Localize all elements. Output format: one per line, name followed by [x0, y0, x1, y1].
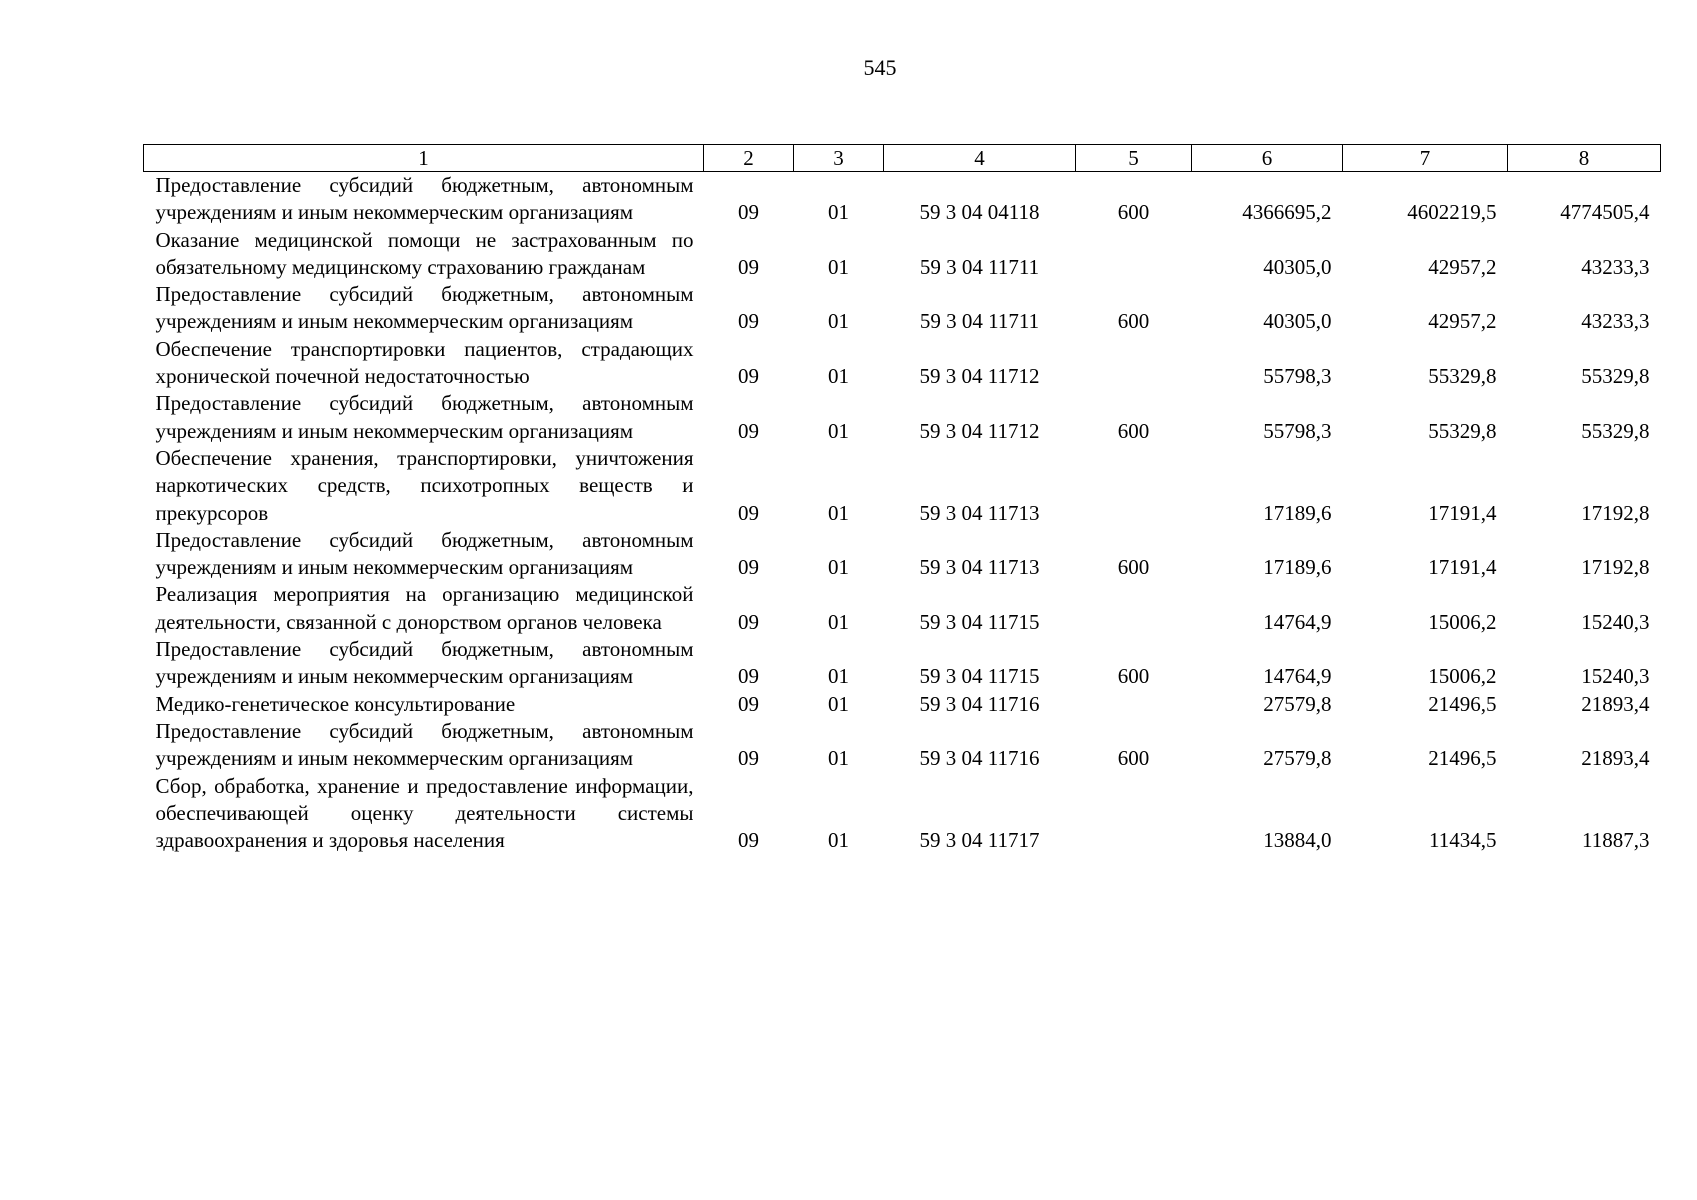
table-row [144, 718, 1661, 773]
table-row [144, 527, 1661, 582]
amount-col-7: 11434,5 [1429, 828, 1497, 853]
row-description: Предоставление субсидий бюджетным, автономным учреждениям и иным некоммерческим организациям [155, 637, 694, 689]
subsection-code: 01 [828, 746, 849, 771]
row-description: Предоставление субсидий бюджетным, автономным учреждениям и иным некоммерческим организациям [155, 173, 694, 225]
table-row [144, 227, 1661, 282]
amount-col-7: 55329,8 [1428, 364, 1497, 389]
column-header-5: 5 [1076, 145, 1192, 172]
section-code: 09 [738, 555, 759, 580]
amount-col-8: 4774505,4 [1560, 200, 1650, 225]
budget-table [143, 144, 1661, 854]
table-row [144, 636, 1661, 691]
subsection-code: 01 [828, 609, 849, 634]
expense-type-code: 600 [1117, 200, 1150, 225]
amount-col-6: 40305,0 [1263, 309, 1332, 334]
amount-col-6: 55798,3 [1263, 418, 1332, 443]
column-header-7: 7 [1343, 145, 1508, 172]
expense-type-code: 600 [1117, 746, 1150, 771]
amount-col-8: 21893,4 [1581, 691, 1650, 716]
subsection-code: 01 [828, 200, 849, 225]
amount-col-6: 27579,8 [1263, 746, 1332, 771]
target-article-code: 59 3 04 11716 [919, 691, 1040, 716]
table-row [144, 281, 1661, 336]
row-description: Реализация мероприятия на организацию медицинской деятельности, связанной с донорством органов человека [155, 582, 694, 634]
subsection-code: 01 [828, 664, 849, 689]
amount-col-7: 21496,5 [1428, 746, 1497, 771]
section-code: 09 [738, 364, 759, 389]
amount-col-7: 15006,2 [1428, 609, 1497, 634]
amount-col-7: 42957,2 [1428, 254, 1497, 279]
expense-type-code [1076, 336, 1192, 391]
section-code: 09 [738, 254, 759, 279]
target-article-code: 59 3 04 04118 [919, 200, 1040, 225]
section-code: 09 [738, 609, 759, 634]
expense-type-code [1076, 773, 1192, 855]
target-article-code: 59 3 04 11711 [919, 254, 1040, 279]
row-description: Обеспечение транспортировки пациентов, страдающих хронической почечной недостаточностью [155, 336, 694, 389]
budget-table-container [143, 144, 1660, 854]
page-number: 545 [863, 55, 897, 80]
section-code: 09 [738, 200, 759, 225]
column-header-8: 8 [1508, 145, 1661, 172]
amount-col-8: 55329,8 [1581, 418, 1650, 443]
subsection-code: 01 [828, 254, 849, 279]
subsection-code: 01 [828, 500, 849, 525]
target-article-code: 59 3 04 11712 [919, 364, 1040, 389]
section-code: 09 [738, 309, 759, 334]
section-code: 09 [738, 691, 759, 716]
target-article-code: 59 3 04 11715 [919, 664, 1040, 689]
table-row [144, 336, 1661, 391]
column-header-6: 6 [1192, 145, 1343, 172]
target-article-code: 59 3 04 11713 [919, 555, 1040, 580]
amount-col-7: 17191,4 [1428, 500, 1497, 525]
target-article-code: 59 3 04 11713 [919, 500, 1040, 525]
amount-col-8: 15240,3 [1581, 664, 1650, 689]
amount-col-6: 17189,6 [1263, 500, 1332, 525]
row-description: Оказание медицинской помощи не застрахованным по обязательному медицинскому страхованию гражданам [155, 227, 694, 279]
row-description: Предоставление субсидий бюджетным, автономным учреждениям и иным некоммерческим организациям [155, 391, 694, 443]
amount-col-8: 11887,3 [1582, 828, 1650, 853]
amount-col-8: 43233,3 [1581, 309, 1650, 334]
section-code: 09 [738, 418, 759, 443]
column-header-4: 4 [884, 145, 1076, 172]
expense-type-code: 600 [1117, 418, 1150, 443]
amount-col-6: 27579,8 [1263, 691, 1332, 716]
row-description: Медико-генетическое консультирование [155, 691, 516, 716]
target-article-code: 59 3 04 11717 [919, 828, 1040, 853]
amount-col-7: 21496,5 [1428, 691, 1497, 716]
amount-col-8: 17192,8 [1581, 555, 1650, 580]
section-code: 09 [738, 746, 759, 771]
amount-col-6: 4366695,2 [1242, 200, 1332, 225]
subsection-code: 01 [828, 691, 849, 716]
amount-col-6: 14764,9 [1263, 609, 1332, 634]
subsection-code: 01 [828, 309, 849, 334]
amount-col-7: 17191,4 [1428, 555, 1497, 580]
amount-col-7: 4602219,5 [1407, 200, 1497, 225]
target-article-code: 59 3 04 11715 [919, 609, 1040, 634]
expense-type-code: 600 [1117, 555, 1150, 580]
expense-type-code: 600 [1117, 309, 1150, 334]
row-description: Предоставление субсидий бюджетным, автономным учреждениям и иным некоммерческим организациям [155, 718, 694, 771]
column-header-2: 2 [704, 145, 794, 172]
amount-col-6: 40305,0 [1263, 254, 1332, 279]
amount-col-6: 14764,9 [1263, 664, 1332, 689]
table-row [144, 581, 1661, 636]
subsection-code: 01 [828, 555, 849, 580]
expense-type-code [1076, 581, 1192, 636]
row-description: Предоставление субсидий бюджетным, автономным учреждениям и иным некоммерческим организациям [155, 282, 694, 334]
column-header-3: 3 [794, 145, 884, 172]
expense-type-code [1076, 227, 1192, 282]
table-row [144, 773, 1661, 855]
header-row [144, 145, 1661, 172]
amount-col-7: 42957,2 [1428, 309, 1497, 334]
amount-col-6: 55798,3 [1263, 364, 1332, 389]
subsection-code: 01 [828, 418, 849, 443]
amount-col-8: 17192,8 [1581, 500, 1650, 525]
amount-col-8: 15240,3 [1581, 609, 1650, 634]
target-article-code: 59 3 04 11716 [919, 746, 1040, 771]
section-code: 09 [738, 500, 759, 525]
amount-col-8: 21893,4 [1581, 746, 1650, 771]
expense-type-code [1076, 691, 1192, 718]
amount-col-7: 15006,2 [1428, 664, 1497, 689]
column-header-1: 1 [144, 145, 704, 172]
row-description: Предоставление субсидий бюджетным, автономным учреждениям и иным некоммерческим организациям [155, 527, 694, 580]
table-row [144, 172, 1661, 227]
subsection-code: 01 [828, 828, 849, 853]
target-article-code: 59 3 04 11711 [919, 309, 1040, 334]
section-code: 09 [738, 664, 759, 689]
table-header [144, 145, 1661, 172]
amount-col-6: 13884,0 [1263, 828, 1332, 853]
subsection-code: 01 [828, 364, 849, 389]
row-description: Сбор, обработка, хранение и предоставление информации, обеспечивающей оценку деятельности системы здравоохранения и здоровья населения [155, 773, 694, 853]
table-row [144, 390, 1661, 445]
row-description: Обеспечение хранения, транспортировки, уничтожения наркотических средств, психотропных веществ и прекурсоров [155, 445, 694, 525]
amount-col-8: 55329,8 [1581, 364, 1650, 389]
target-article-code: 59 3 04 11712 [919, 418, 1040, 443]
expense-type-code: 600 [1117, 664, 1150, 689]
table-body [144, 172, 1661, 855]
table-row [144, 691, 1661, 718]
section-code: 09 [738, 828, 759, 853]
amount-col-7: 55329,8 [1428, 418, 1497, 443]
amount-col-8: 43233,3 [1581, 254, 1650, 279]
amount-col-6: 17189,6 [1263, 555, 1332, 580]
table-row [144, 445, 1661, 527]
expense-type-code [1076, 445, 1192, 527]
